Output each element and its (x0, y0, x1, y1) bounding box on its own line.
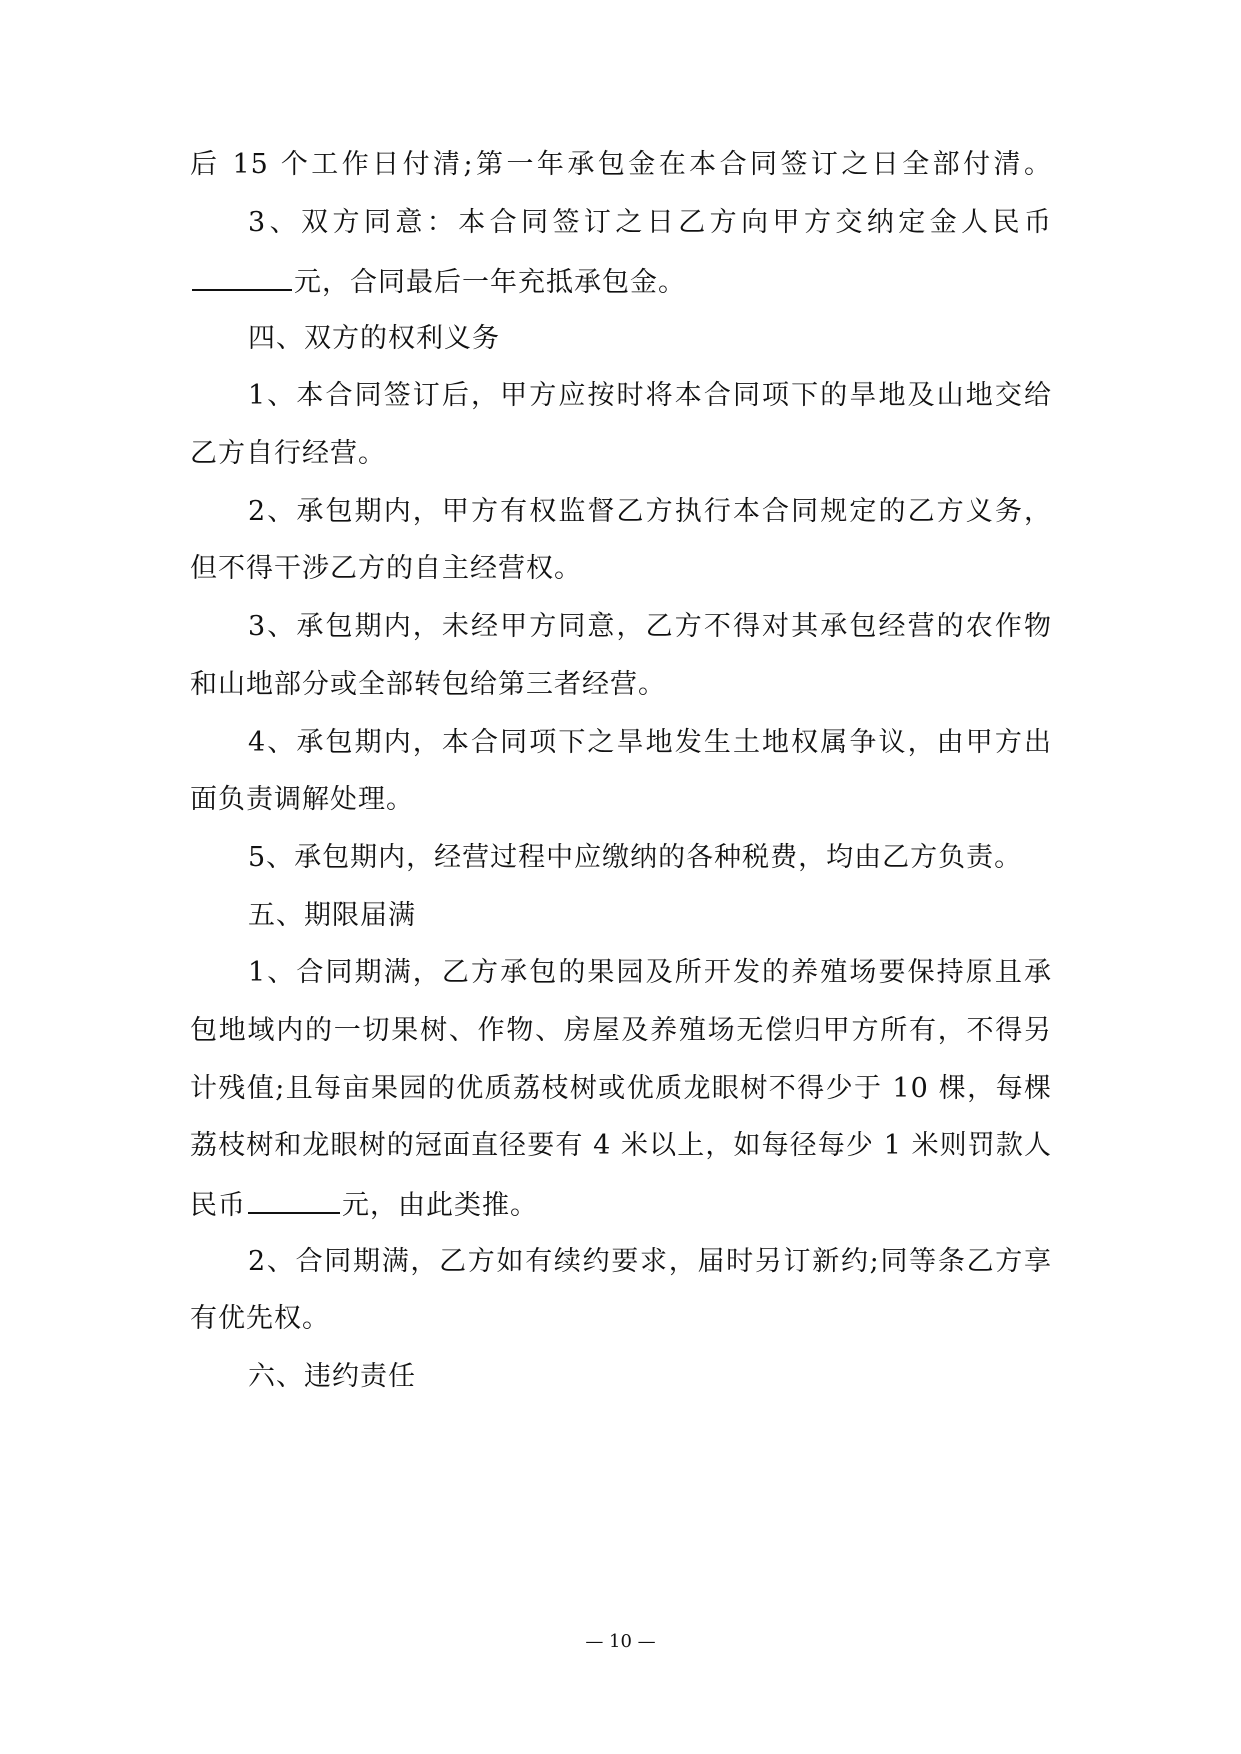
text-line: 但不得干涉乙方的自主经营权。 (190, 553, 582, 584)
fill-in-blank (248, 1182, 340, 1214)
text-line: 面负责调解处理。 (190, 784, 414, 815)
line-prefix: 民币 (190, 1190, 246, 1221)
text-line: 和山地部分或全部转包给第三者经营。 (190, 669, 666, 700)
text-line-with-blank (190, 1182, 1070, 1226)
text-line: 3、承包期内，未经甲方同意，乙方不得对其承包经营的农作物 (248, 611, 1052, 642)
text-line: 1、本合同签订后，甲方应按时将本合同项下的旱地及山地交给 (248, 380, 1052, 411)
text-line: 2、合同期满，乙方如有续约要求，届时另订新约;同等条乙方享 (248, 1246, 1052, 1277)
text-line: 包地域内的一切果树、作物、房屋及养殖场无偿归甲方所有，不得另 (190, 1015, 1052, 1046)
text-line: 乙方自行经营。 (190, 438, 386, 469)
section-heading: 五、期限届满 (248, 900, 416, 931)
section-heading: 四、双方的权利义务 (248, 323, 500, 354)
line-suffix: 元，合同最后一年充抵承包金。 (294, 267, 686, 298)
line-suffix: 元，由此类推。 (342, 1190, 538, 1221)
text-line: 荔枝树和龙眼树的冠面直径要有 4 米以上，如每径每少 1 米则罚款人 (190, 1130, 1052, 1161)
text-line: 有优先权。 (190, 1303, 330, 1334)
text-line-with-blank (190, 259, 1070, 303)
text-line: 1、合同期满，乙方承包的果园及所开发的养殖场要保持原且承 (248, 957, 1052, 988)
text-line: 5、承包期内，经营过程中应缴纳的各种税费，均由乙方负责。 (248, 842, 1023, 873)
text-line: 2、承包期内，甲方有权监督乙方执行本合同规定的乙方义务， (248, 496, 1052, 527)
text-line: 计残值;且每亩果园的优质荔枝树或优质龙眼树不得少于 10 棵，每棵 (190, 1073, 1052, 1104)
text-line: 3、双方同意：本合同签订之日乙方向甲方交纳定金人民币 (248, 207, 1052, 238)
section-heading: 六、违约责任 (248, 1361, 416, 1392)
text-line: 4、承包期内，本合同项下之旱地发生土地权属争议，由甲方出 (248, 727, 1052, 758)
text-line: 后 15 个工作日付清;第一年承包金在本合同签订之日全部付清。 (190, 149, 1052, 180)
page-number: — 10 — (585, 1631, 656, 1652)
fill-in-blank (192, 259, 292, 291)
